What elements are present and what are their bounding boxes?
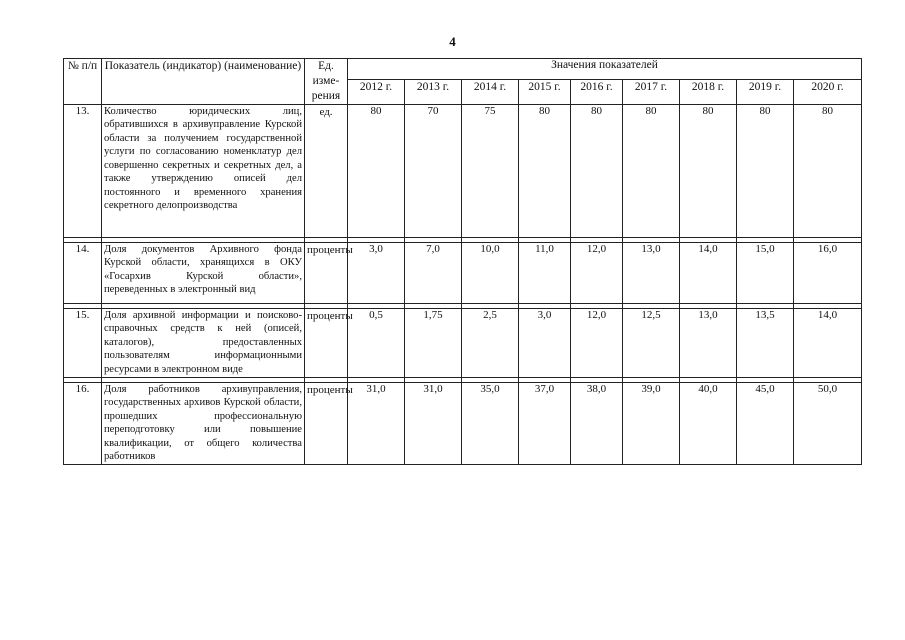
row-value: 70 — [405, 104, 462, 237]
header-year: 2017 г. — [623, 80, 680, 105]
row-value: 80 — [680, 104, 737, 237]
row-value: 1,75 — [405, 308, 462, 377]
row-unit: ед. — [305, 104, 348, 237]
row-value: 35,0 — [462, 382, 519, 464]
header-year: 2018 г. — [680, 80, 737, 105]
row-value: 80 — [737, 104, 794, 237]
row-value: 13,0 — [623, 242, 680, 303]
row-value: 38,0 — [571, 382, 623, 464]
header-year: 2016 г. — [571, 80, 623, 105]
header-year: 2012 г. — [348, 80, 405, 105]
row-value: 80 — [794, 104, 862, 237]
row-value: 10,0 — [462, 242, 519, 303]
row-name: Доля документов Архивного фонда Курской области, хранящихся в ОКУ «Госархив Курской области», переведенных в электронный вид — [102, 242, 305, 303]
row-value: 75 — [462, 104, 519, 237]
row-value: 13,0 — [680, 308, 737, 377]
header-name: Показатель (индикатор) (наименование) — [102, 59, 305, 105]
row-value: 31,0 — [405, 382, 462, 464]
row-name: Доля работников архивуправления, государственных архивов Курской области, прошедших профессиональную переподготовку или повышение квалификации, от общего количества работников — [102, 382, 305, 464]
row-value: 16,0 — [794, 242, 862, 303]
row-value: 80 — [519, 104, 571, 237]
row-value: 14,0 — [794, 308, 862, 377]
row-value: 31,0 — [348, 382, 405, 464]
table-row — [64, 382, 862, 464]
row-num: 15. — [64, 308, 102, 377]
header-year: 2014 г. — [462, 80, 519, 105]
row-value: 40,0 — [680, 382, 737, 464]
row-num: 13. — [64, 104, 102, 237]
page-number: 4 — [449, 34, 456, 49]
indicators-table — [63, 58, 862, 465]
row-value: 3,0 — [348, 242, 405, 303]
table-row — [64, 308, 862, 377]
row-value: 80 — [623, 104, 680, 237]
header-unit: Ед. изме-рения — [305, 59, 348, 105]
row-value: 12,5 — [623, 308, 680, 377]
header-values: Значения показателей — [348, 59, 862, 80]
row-value: 37,0 — [519, 382, 571, 464]
row-value: 45,0 — [737, 382, 794, 464]
row-value: 15,0 — [737, 242, 794, 303]
row-unit: проценты — [305, 242, 348, 303]
table-row — [64, 104, 862, 237]
row-value: 0,5 — [348, 308, 405, 377]
header-year: 2015 г. — [519, 80, 571, 105]
row-name: Доля архивной информации и поисково-справочных средств к ней (описей, каталогов), предоставленных пользователям информационными ресурсами в электронном виде — [102, 308, 305, 377]
row-value: 13,5 — [737, 308, 794, 377]
row-num: 16. — [64, 382, 102, 464]
row-unit: проценты — [305, 382, 348, 464]
row-value: 12,0 — [571, 308, 623, 377]
row-value: 2,5 — [462, 308, 519, 377]
row-value: 12,0 — [571, 242, 623, 303]
row-value: 39,0 — [623, 382, 680, 464]
header-year: 2020 г. — [794, 80, 862, 105]
row-value: 11,0 — [519, 242, 571, 303]
row-value: 80 — [348, 104, 405, 237]
header-num: № п/п — [64, 59, 102, 105]
row-value: 80 — [571, 104, 623, 237]
header-year: 2013 г. — [405, 80, 462, 105]
row-name: Количество юридических лиц, обратившихся в архивуправление Курской области за получением государственной услуги по согласованию номенклатур дел совершенно секретных и секретных дел, а также утверждению описей дел постоянного и временного хранения секретного делопроизводства — [102, 104, 305, 237]
table-row — [64, 242, 862, 303]
header-year: 2019 г. — [737, 80, 794, 105]
row-value: 7,0 — [405, 242, 462, 303]
row-num: 14. — [64, 242, 102, 303]
row-unit: проценты — [305, 308, 348, 377]
row-value: 3,0 — [519, 308, 571, 377]
row-value: 50,0 — [794, 382, 862, 464]
row-value: 14,0 — [680, 242, 737, 303]
